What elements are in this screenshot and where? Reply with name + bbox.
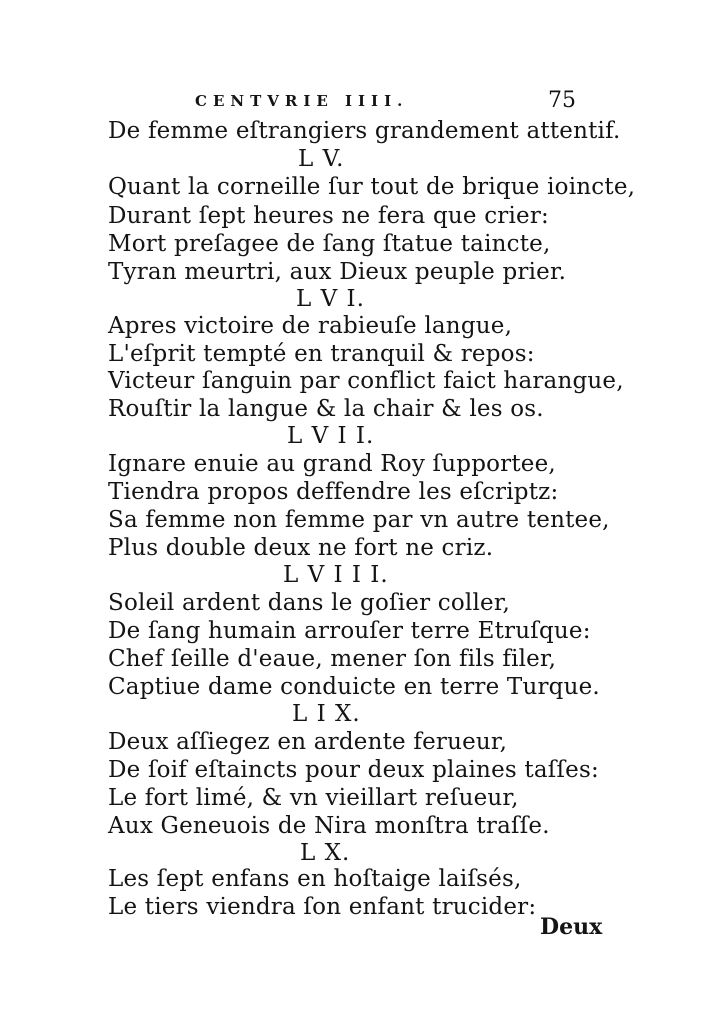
verse-line: Captiue dame conduicte en terre Turque. — [108, 674, 600, 700]
verse-line: De ſoif eſtaincts pour deux plaines taſſes: — [108, 757, 599, 783]
verse-line: Tiendra propos deffendre les eſcriptz: — [108, 479, 559, 505]
verse-line: L'eſprit tempté en tranquil & repos: — [108, 341, 535, 367]
verse-line: Deux aſſiegez en ardente ferueur, — [108, 729, 508, 755]
verse-line: Chef ſeille d'eaue, mener ſon fils filer, — [108, 646, 557, 672]
verse-line: Tyran meurtri, aux Dieux peuple prier. — [108, 259, 567, 285]
quatrain-heading-60: L X. — [300, 840, 351, 866]
verse-line: Mort preſagee de ſang ſtatue taincte, — [108, 231, 551, 257]
verse-line: Sa femme non femme par vn autre tentee, — [108, 507, 610, 533]
verse-line: Soleil ardent dans le goſier coller, — [108, 590, 511, 616]
verse-line: Le fort limé, & vn vieillart reſueur, — [108, 785, 519, 811]
verse-line: De ſang humain arrouſer terre Etruſque: — [108, 618, 591, 644]
verse-line: Plus double deux ne fort ne criz. — [108, 535, 494, 561]
verse-line: Rouſtir la langue & la chair & les os. — [108, 396, 544, 422]
verse-line: Durant ſept heures ne fera que crier: — [108, 203, 550, 229]
verse-line: Le tiers viendra ſon enfant trucider: — [108, 894, 537, 920]
verse-line: Victeur ſanguin par conflict faict harangue, — [108, 368, 624, 394]
quatrain-heading-57: L V I I. — [287, 423, 375, 449]
verse-line: Ignare enuie au grand Roy ſupportee, — [108, 451, 556, 477]
verse-line: De femme eſtrangiers grandement attentif. — [108, 118, 621, 144]
verse-line: Apres victoire de rabieuſe langue, — [108, 313, 513, 339]
page-number: 75 — [548, 88, 576, 113]
quatrain-heading-55: L V. — [298, 146, 345, 172]
quatrain-heading-58: L V I I I. — [283, 562, 389, 588]
catchword: Deux — [540, 914, 603, 940]
running-title: CENTVRIE IIII. — [195, 92, 409, 110]
verse-line: Quant la corneille ſur tout de brique ioincte, — [108, 174, 636, 200]
verse-line: Les ſept enfans en hoſtaige laiſsés, — [108, 866, 522, 892]
quatrain-heading-56: L V I. — [296, 286, 365, 312]
verse-line: Aux Geneuois de Nira monſtra traſſe. — [108, 813, 550, 839]
quatrain-heading-59: L I X. — [292, 701, 361, 727]
